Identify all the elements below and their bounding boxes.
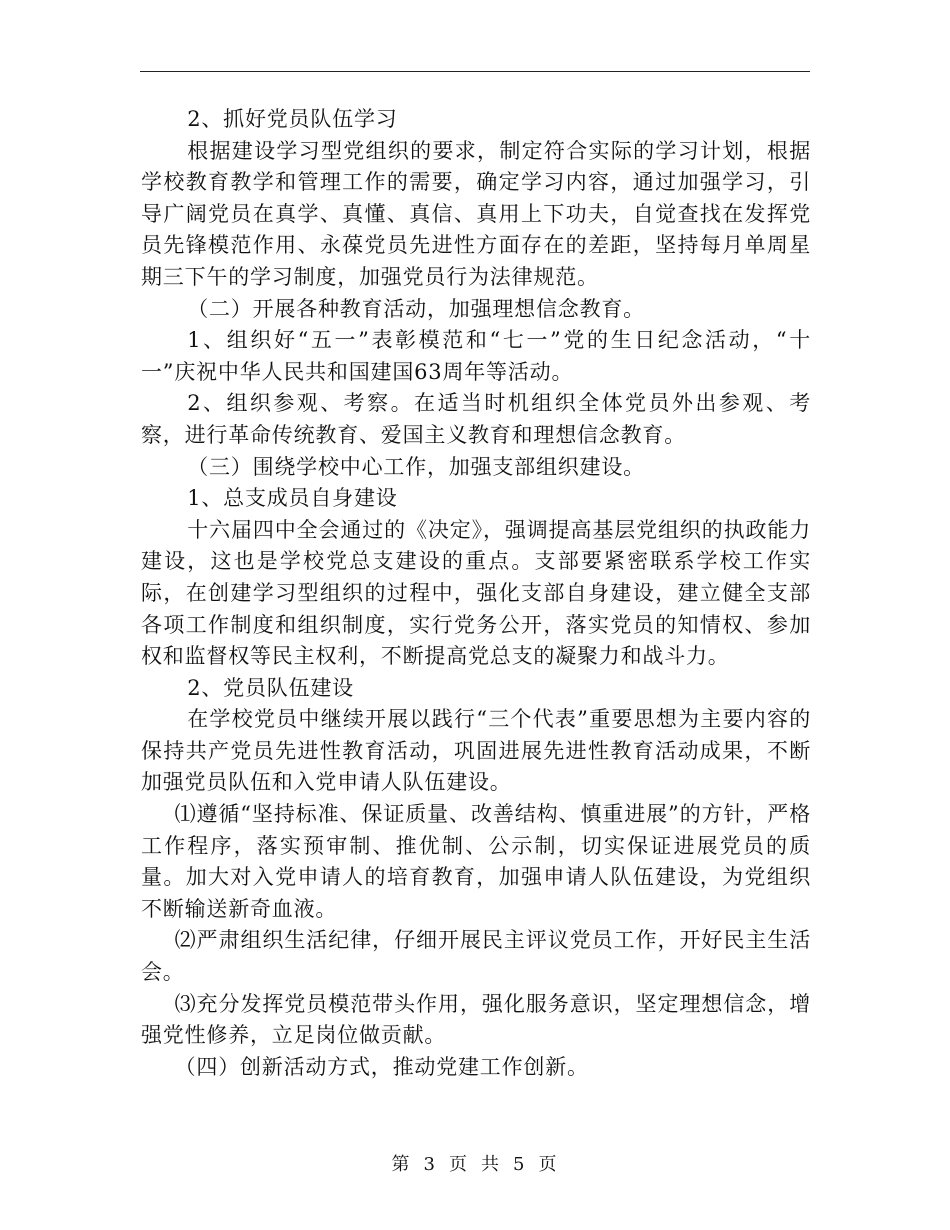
paragraph: ⑵严肃组织生活纪律，仔细开展民主评议党员工作，开好民主生活会。 (141, 928, 811, 985)
paragraph: 根据建设学习型党组织的要求，制定符合实际的学习计划，根据学校教育教学和管理工作的需要，确定学习内容，通过加强学习，引导广阔党员在真学、真懂、真信、真用上下功夫，自觉查找在发挥党员先锋模范作用、永葆党员先进性方面存在的差距，坚持每月单周星期三下午的学习制度，加强党员行为法律规范。 (141, 138, 811, 289)
total-page-number: 5 (513, 1154, 527, 1175)
footer-page-word: 页 (449, 1154, 469, 1175)
paragraph: （二）开展各种教育活动，加强理想信念教育。 (187, 296, 645, 321)
paragraph: （四）创新活动方式，推动党建工作创新。 (174, 1054, 589, 1079)
page-footer (0, 1150, 950, 1176)
paragraph: （三）围绕学校中心工作，加强支部组织建设。 (187, 454, 645, 479)
header-rule (140, 71, 810, 72)
footer-suffix: 页 (538, 1154, 559, 1175)
footer-prefix: 第 (391, 1154, 412, 1175)
current-page-number: 3 (423, 1154, 437, 1175)
paragraph: 2、抓好党员队伍学习 (187, 107, 398, 131)
footer-total-word: 共 (481, 1154, 501, 1175)
paragraph: 1、组织好“五一”表彰模范和“七一”党的生日纪念活动，“十一”庆祝中华人民共和国建国63周年等活动。 (141, 328, 811, 384)
paragraph: 1、总支成员自身建设 (187, 486, 398, 511)
paragraph: ⑴遵循“坚持标准、保证质量、改善结构、慎重进展”的方针，严格工作程序，落实预审制、推优制、公示制，切实保证进展党员的质量。加大对入党申请人的培育教育，加强申请人队伍建设，为党组织不断输送新奇血液。 (141, 802, 811, 921)
paragraph: 2、党员队伍建设 (187, 675, 354, 700)
paragraph: 在学校党员中继续开展以践行“三个代表”重要思想为主要内容的保持共产党员先进性教育活动，巩固进展先进性教育活动成果，不断加强党员队伍和入党申请人队伍建设。 (141, 707, 811, 795)
paragraph: 2、组织参观、考察。在适当时机组织全体党员外出参观、考察，进行革命传统教育、爱国主义教育和理想信念教育。 (141, 391, 811, 447)
paragraph: 十六届四中全会通过的《决定》，强调提高基层党组织的执政能力建设，这也是学校党总支建设的重点。支部要紧密联系学校工作实际，在创建学习型组织的过程中，强化支部自身建设，建立健全支部各项工作制度和组织制度，实行党务公开，落实党员的知情权、参加权和监督权等民主权利，不断提高党总支的凝聚力和战斗力。 (141, 517, 811, 669)
paragraph: ⑶充分发挥党员模范带头作用，强化服务意识，坚定理想信念，增强党性修养，立足岗位做贡献。 (141, 991, 811, 1048)
document-body (141, 104, 811, 1083)
